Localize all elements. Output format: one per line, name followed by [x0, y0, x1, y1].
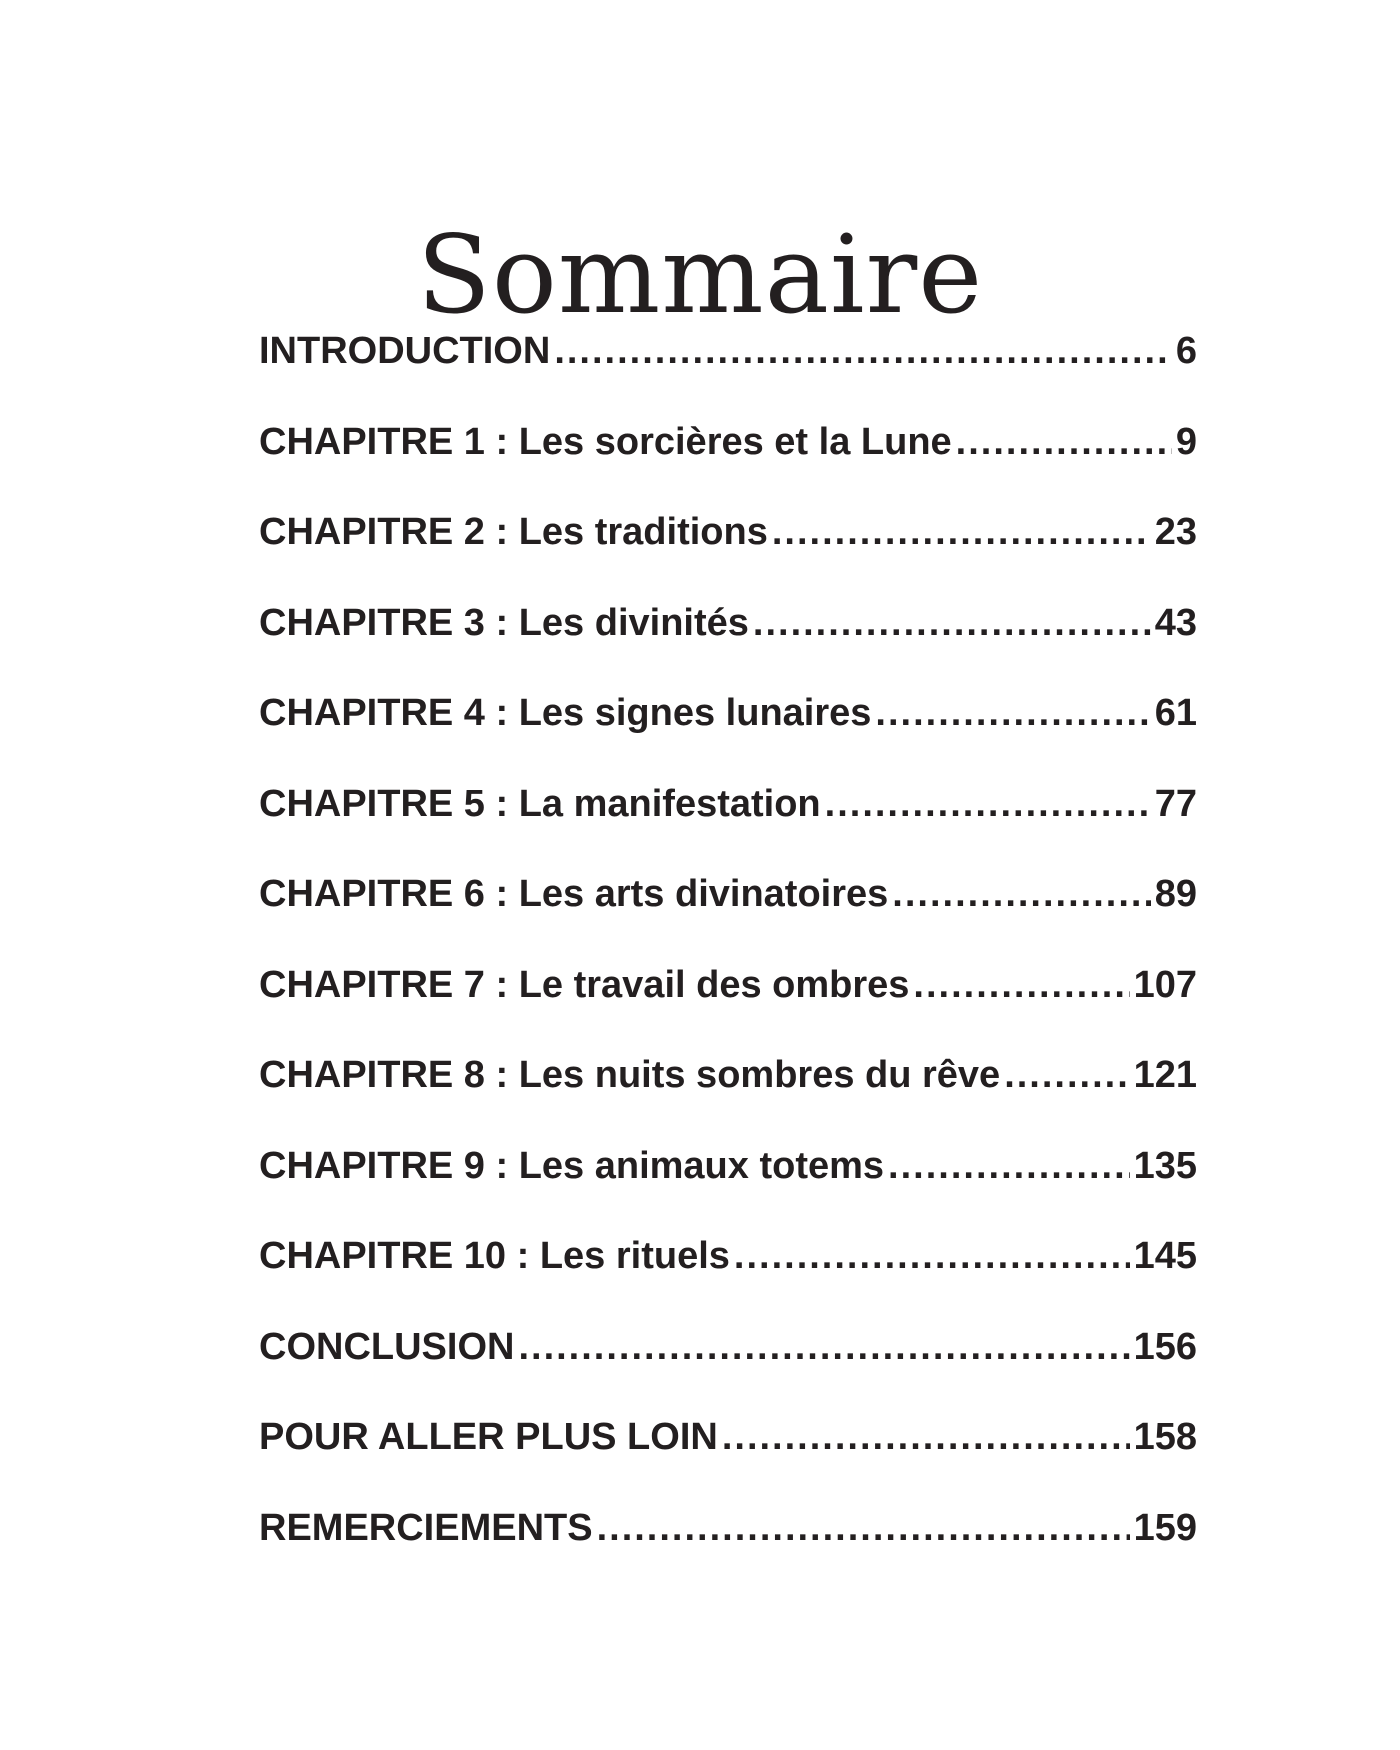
- toc-entry-page-number: 158: [1133, 1416, 1197, 1458]
- toc-entry-page-number: 107: [1133, 963, 1197, 1006]
- toc-entry-label: REMERCIEMENTS: [259, 1506, 593, 1549]
- dot-leader: [892, 868, 1150, 920]
- dot-leader: [554, 325, 1172, 377]
- toc-entry-label: CHAPITRE 5 : La manifestation: [259, 782, 821, 825]
- toc-entry-conclusion: [259, 1321, 1197, 1412]
- toc-entry-page-number: 77: [1154, 782, 1197, 825]
- toc-entry-page-number: 156: [1133, 1325, 1197, 1368]
- toc-entry-label: CHAPITRE 2 : Les traditions: [259, 511, 768, 553]
- toc-entry-page-number: 9: [1175, 420, 1197, 463]
- dot-leader: [753, 597, 1151, 649]
- toc-entry-chapitre-7: [259, 959, 1197, 1050]
- toc-entry-pour-aller-plus-loin: [259, 1411, 1197, 1502]
- dot-leader: [875, 687, 1150, 739]
- toc-entry-chapitre-9: [259, 1140, 1197, 1231]
- toc-entry-page-number: 121: [1133, 1054, 1197, 1096]
- toc-entry-page-number: 159: [1133, 1506, 1197, 1549]
- toc-entry-introduction: [259, 325, 1197, 416]
- toc-entry-chapitre-3: [259, 597, 1197, 688]
- toc-entry-page-number: 145: [1133, 1235, 1197, 1277]
- toc-entry-page-number: 6: [1175, 330, 1197, 372]
- dot-leader: [888, 1140, 1130, 1192]
- toc-entry-label: CHAPITRE 10 : Les rituels: [259, 1235, 730, 1277]
- toc-entry-label: CHAPITRE 1 : Les sorcières et la Lune: [259, 420, 952, 463]
- dot-leader: [734, 1230, 1130, 1282]
- toc-entry-label: CONCLUSION: [259, 1325, 515, 1368]
- toc-entry-label: POUR ALLER PLUS LOIN: [259, 1416, 718, 1458]
- toc-entry-label: INTRODUCTION: [259, 330, 551, 372]
- toc-entry-label: CHAPITRE 4 : Les signes lunaires: [259, 692, 872, 734]
- toc-entry-page-number: 61: [1154, 692, 1197, 734]
- toc-list: [259, 325, 1197, 1592]
- toc-entry-chapitre-6: [259, 868, 1197, 959]
- toc-entry-chapitre-5: [259, 778, 1197, 869]
- dot-leader: [956, 416, 1172, 468]
- toc-entry-chapitre-4: [259, 687, 1197, 778]
- toc-entry-label: CHAPITRE 7 : Le travail des ombres: [259, 963, 910, 1006]
- dot-leader: [597, 1502, 1130, 1554]
- dot-leader: [825, 778, 1151, 830]
- toc-entry-chapitre-1: [259, 416, 1197, 507]
- toc-entry-chapitre-10: [259, 1230, 1197, 1321]
- dot-leader: [722, 1411, 1130, 1463]
- dot-leader: [913, 959, 1129, 1011]
- dot-leader: [518, 1321, 1129, 1373]
- toc-entry-page-number: 43: [1154, 601, 1197, 644]
- toc-entry-label: CHAPITRE 6 : Les arts divinatoires: [259, 873, 889, 915]
- page-title: Sommaire: [416, 213, 984, 339]
- toc-entry-page-number: 23: [1154, 511, 1197, 553]
- toc-entry-page-number: 135: [1133, 1144, 1197, 1187]
- toc-entry-remerciements: [259, 1502, 1197, 1593]
- toc-entry-page-number: 89: [1154, 873, 1197, 915]
- toc-entry-label: CHAPITRE 9 : Les animaux totems: [259, 1144, 885, 1187]
- toc-entry-label: CHAPITRE 3 : Les divinités: [259, 601, 749, 644]
- toc-entry-chapitre-2: [259, 506, 1197, 597]
- toc-entry-chapitre-8: [259, 1049, 1197, 1140]
- toc-entry-label: CHAPITRE 8 : Les nuits sombres du rêve: [259, 1054, 1001, 1096]
- dot-leader: [772, 506, 1151, 558]
- dot-leader: [1004, 1049, 1129, 1101]
